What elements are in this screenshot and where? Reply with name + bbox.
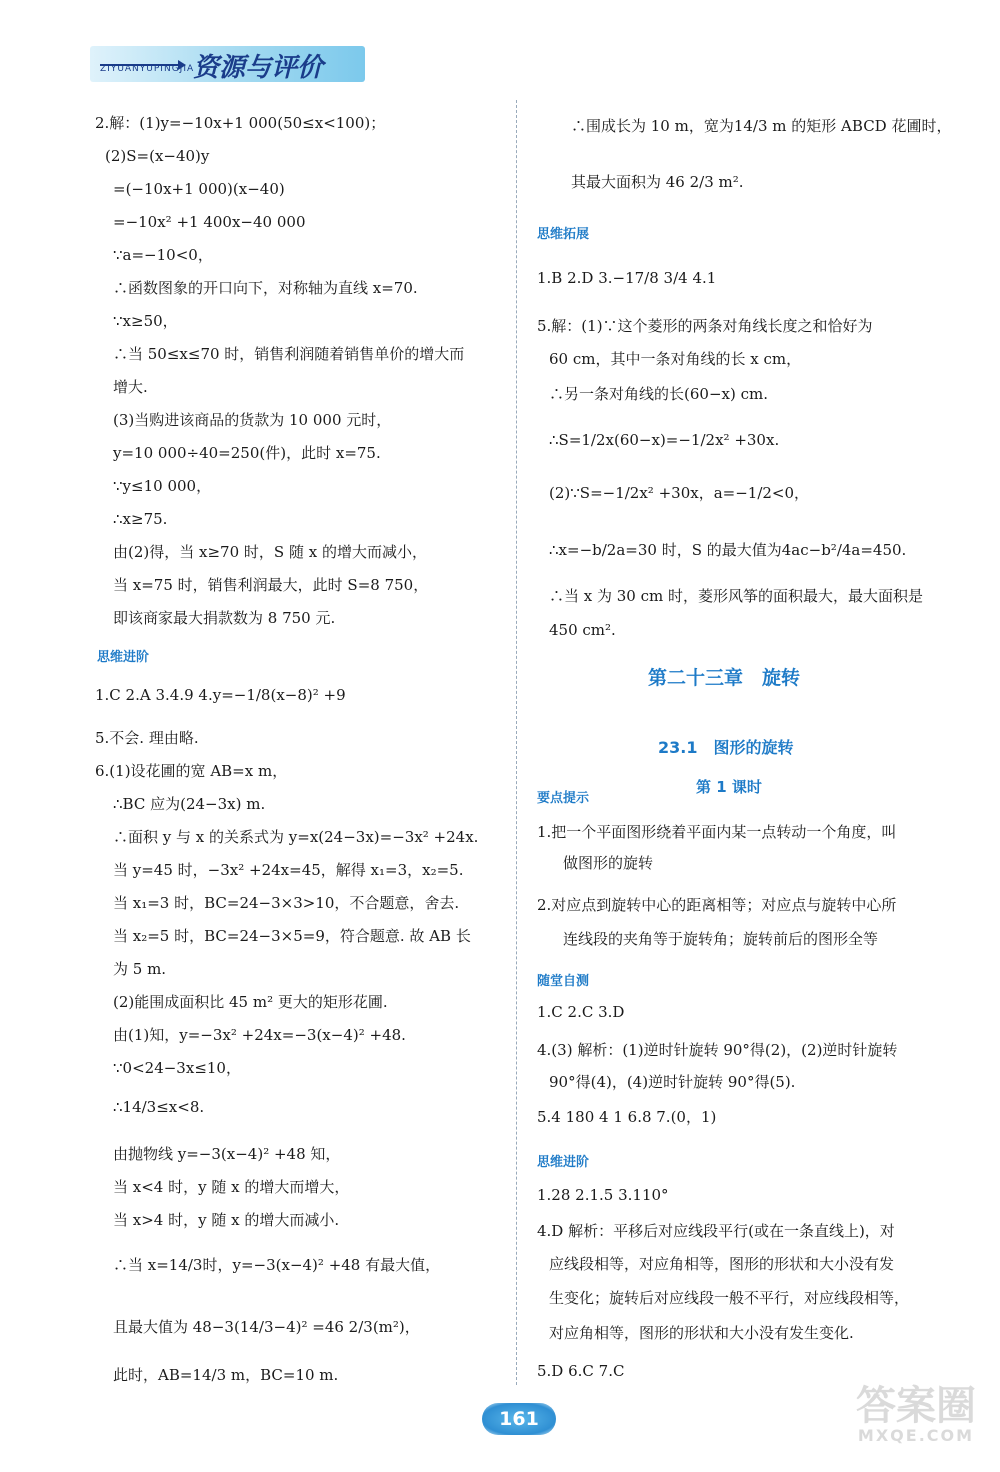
answer-line: ∴x=−b/2a=30 时，S 的最大值为4ac−b²/4a=450. (549, 541, 907, 559)
answer-line: ∴x≥75. (113, 510, 168, 528)
answer-line: ∴面积 y 与 x 的关系式为 y=x(24−3x)=−3x² +24x. (113, 828, 479, 846)
answer-line: 增大. (113, 378, 148, 396)
section-heading: 思维进阶 (537, 1155, 590, 1170)
answer-line: 生变化；旋转后对应线段一般不平行，对应线段相等， (549, 1289, 910, 1307)
page-number: 161 (482, 1403, 556, 1435)
answer-line: 由抛物线 y=−3(x−4)² +48 知， (113, 1145, 341, 1163)
answer-line: =(−10x+1 000)(x−40) (113, 180, 285, 198)
answer-line: ∴当 50≤x≤70 时，销售利润随着销售单价的增大而 (113, 345, 465, 363)
answer-line: 此时，AB=14/3 m，BC=10 m. (113, 1366, 339, 1384)
answer-line: y=10 000÷40=250(件)，此时 x=75. (113, 444, 381, 462)
answer-line: 1.把一个平面图形绕着平面内某一点转动一个角度，叫 (537, 823, 897, 841)
answer-line: 即该商家最大捐款数为 8 750 元. (113, 609, 336, 627)
header-title: 资源与评价 (193, 53, 324, 83)
answer-line: 1.28 2.1.5 3.110° (537, 1186, 669, 1204)
answer-line: 4.(3) 解析：(1)逆时针旋转 90°得(2)，(2)逆时针旋转 (537, 1041, 898, 1059)
answer-line: =−10x² +1 400x−40 000 (113, 213, 306, 231)
answer-line: 当 x₁=3 时，BC=24−3×3>10，不合题意，舍去. (113, 894, 460, 912)
answer-line: 90°得(4)，(4)逆时针旋转 90°得(5). (549, 1073, 796, 1091)
answer-line: ∴S=1/2x(60−x)=−1/2x² +30x. (549, 431, 780, 449)
subchapter-title: 23.1 图形的旋转 (658, 738, 794, 757)
answer-line: 1.B 2.D 3.−17/8 3/4 4.1 (537, 269, 717, 287)
answer-line: 当 y=45 时，−3x² +24x=45，解得 x₁=3，x₂=5. (113, 861, 464, 879)
section-heading: 思维拓展 (537, 227, 590, 242)
watermark-logo (846, 1385, 986, 1465)
answer-line: ∵0<24−3x≤10， (113, 1059, 241, 1077)
answer-line: 为 5 m. (113, 960, 167, 978)
answer-line: 由(2)得，当 x≥70 时，S 随 x 的增大而减小， (113, 543, 427, 561)
chapter-title: 第二十三章 旋转 (648, 667, 801, 689)
column-divider (516, 100, 517, 1385)
answer-line: 4.D 解析：平移后对应线段平行(或在一条直线上)，对 (537, 1222, 895, 1240)
answer-line: 当 x=75 时，销售利润最大，此时 S=8 750， (113, 576, 429, 594)
answer-line: 1.C 2.A 3.4.9 4.y=−1/8(x−8)² +9 (95, 686, 346, 704)
answer-line: 当 x>4 时，y 随 x 的增大而减小. (113, 1211, 340, 1229)
answer-line: 其最大面积为 46 2/3 m². (571, 173, 744, 191)
section-heading: 要点提示 (537, 791, 590, 806)
answer-line: 做图形的旋转 (563, 854, 654, 872)
answer-line: 450 cm². (549, 621, 616, 639)
answer-line: 且最大值为 48−3(14/3−4)² =46 2/3(m²)， (113, 1318, 420, 1336)
answer-line: (2)能围成面积比 45 m² 更大的矩形花圃. (113, 993, 388, 1011)
answer-line: 5.4 180 4 1 6.8 7.(0，1) (537, 1108, 717, 1126)
answer-line: ∵y≤10 000， (113, 477, 212, 495)
answer-line: 应线段相等，对应角相等，图形的形状和大小没有发 (549, 1255, 895, 1273)
answer-line: 6.(1)设花圃的宽 AB=x m， (95, 762, 288, 780)
answer-line: 2.对应点到旋转中心的距离相等；对应点与旋转中心所 (537, 896, 897, 914)
answer-line: ∴14/3≤x<8. (113, 1098, 205, 1116)
section-heading: 随堂自测 (537, 974, 590, 989)
answer-line: ∵x≥50， (113, 312, 178, 330)
answer-line: 2.解：(1)y=−10x+1 000(50≤x<100)； (95, 114, 386, 132)
answer-line: ∴函数图象的开口向下，对称轴为直线 x=70. (113, 279, 418, 297)
answer-line: ∴当 x 为 30 cm 时，菱形风筝的面积最大，最大面积是 (549, 587, 924, 605)
answer-line: ∴BC 应为(24−3x) m. (113, 795, 266, 813)
answer-line: ∵a=−10<0， (113, 246, 213, 264)
header-english: ZIYUANYUPINGJIA (100, 64, 195, 74)
watermark-main: 答案圈 (856, 1383, 976, 1429)
answer-line: 对应角相等，图形的形状和大小没有发生变化. (549, 1324, 854, 1342)
answer-line: ∴另一条对角线的长(60−x) cm. (549, 385, 768, 403)
answer-line: 由(1)知，y=−3x² +24x=−3(x−4)² +48. (113, 1026, 406, 1044)
answer-line: ∴围成长为 10 m，宽为14/3 m 的矩形 ABCD 花圃时， (571, 117, 952, 135)
answer-line: 当 x₂=5 时，BC=24−3×5=9，符合题意. 故 AB 长 (113, 927, 471, 945)
answer-line: (3)当购进该商品的货款为 10 000 元时， (113, 411, 392, 429)
answer-line: 5.不会. 理由略. (95, 729, 199, 747)
answer-line: 5.解：(1)∵这个菱形的两条对角线长度之和恰好为 (537, 317, 873, 335)
answer-line: (2)S=(x−40)y (105, 147, 210, 165)
answer-line: 5.D 6.C 7.C (537, 1362, 625, 1380)
watermark-sub: MXQE.COM (857, 1426, 975, 1445)
answer-line: 1.C 2.C 3.D (537, 1003, 625, 1021)
answer-line: 当 x<4 时，y 随 x 的增大而增大， (113, 1178, 350, 1196)
lesson-title: 第 1 课时 (696, 778, 762, 796)
answer-line: 60 cm，其中一条对角线的长 x cm， (549, 350, 802, 368)
answer-line: ∴当 x=14/3时，y=−3(x−4)² +48 有最大值， (113, 1256, 441, 1274)
answer-line: 连线段的夹角等于旋转角；旋转前后的图形全等 (563, 930, 879, 948)
answer-line: (2)∵S=−1/2x² +30x，a=−1/2<0， (549, 484, 810, 502)
section-heading: 思维进阶 (97, 650, 150, 665)
